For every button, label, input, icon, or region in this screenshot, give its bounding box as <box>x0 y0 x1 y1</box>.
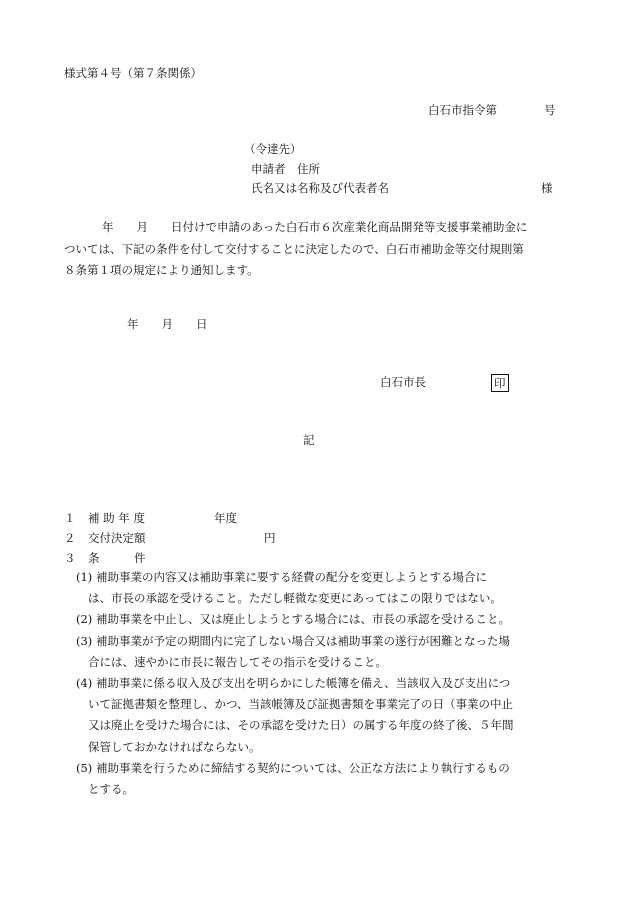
condition-number: (1) <box>76 570 93 584</box>
condition-line: 補助事業の内容又は補助事業に要する経費の配分を変更しようとする場合に <box>95 570 487 584</box>
condition-line: 補助事業を中止し、又は廃止しようとする場合には、市長の承認を受けること。 <box>95 612 510 627</box>
recipient-heading: （令達先） <box>244 142 302 156</box>
issue-date: 年 月 日 <box>127 317 208 331</box>
form-number: 様式第４号（第７条関係） <box>64 66 202 80</box>
intro-line: ８条第１項の規定により通知します。 <box>64 263 259 277</box>
condition-line: 合には、速やかに市長に報告してその指示を受けること。 <box>88 654 387 669</box>
intro-line: 年 月 日付けで申請のあった白石市６次産業化商品開発等支援事業補助金に <box>102 220 528 234</box>
item-number: ３ <box>64 551 76 565</box>
issuer-title: 白石市長 <box>380 375 426 389</box>
item-number: １ <box>64 511 76 525</box>
honorific: 様 <box>541 181 553 195</box>
condition-line: は、市長の承認を受けること。ただし軽微な変更にあってはこの限りではない。 <box>88 591 502 606</box>
condition-4 <box>76 673 596 758</box>
directive-number-suffix: 号 <box>544 103 556 117</box>
condition-number: (2) <box>76 612 93 627</box>
item-value-year: 年度 <box>214 511 237 525</box>
item-label-year: 補 助 年 度 <box>88 511 145 525</box>
condition-number: (4) <box>76 675 93 690</box>
seal-stamp: 印 <box>491 374 509 392</box>
condition-5 <box>76 758 596 800</box>
condition-line: とする。 <box>88 781 134 796</box>
condition-number: (5) <box>76 760 93 775</box>
directive-number-prefix: 白石市指令第 <box>428 103 497 117</box>
item-number: ２ <box>64 531 76 545</box>
item-label-amount: 交付決定額 <box>88 531 146 545</box>
applicant-address-label: 申請者 住所 <box>251 162 320 176</box>
condition-2 <box>76 609 596 630</box>
conditions-list <box>76 567 596 800</box>
condition-line: 補助事業が予定の期間内に完了しない場合又は補助事業の遂行が困難となった場 <box>95 633 510 648</box>
condition-line: 又は廃止を受けた場合には、その承認を受けた日）の属する年度の終了後、５年間 <box>88 718 514 733</box>
condition-line: 保管しておかなければならない。 <box>88 739 261 754</box>
condition-1 <box>76 567 596 609</box>
condition-3 <box>76 631 596 673</box>
item-label-conditions: 条 件 <box>88 551 146 565</box>
condition-line: いて証拠書類を整理し、かつ、当該帳簿及び証拠書類を事業完了の日（事業の中止 <box>88 697 514 712</box>
item-value-amount: 円 <box>264 531 276 545</box>
intro-line: ついては、下記の条件を付して交付することに決定したので、白石市補助金等交付規則第 <box>64 241 524 256</box>
ki-heading: 記 <box>303 433 315 447</box>
condition-line: 補助事業に係る収入及び支出を明らかにした帳簿を備え、当該収入及び支出につ <box>95 675 511 690</box>
applicant-name-label: 氏名又は名称及び代表者名 <box>251 181 389 195</box>
condition-number: (3) <box>76 633 93 648</box>
intro-paragraph <box>64 217 584 282</box>
condition-line: 補助事業を行うために締結する契約については、公正な方法により執行するもの <box>95 760 510 775</box>
